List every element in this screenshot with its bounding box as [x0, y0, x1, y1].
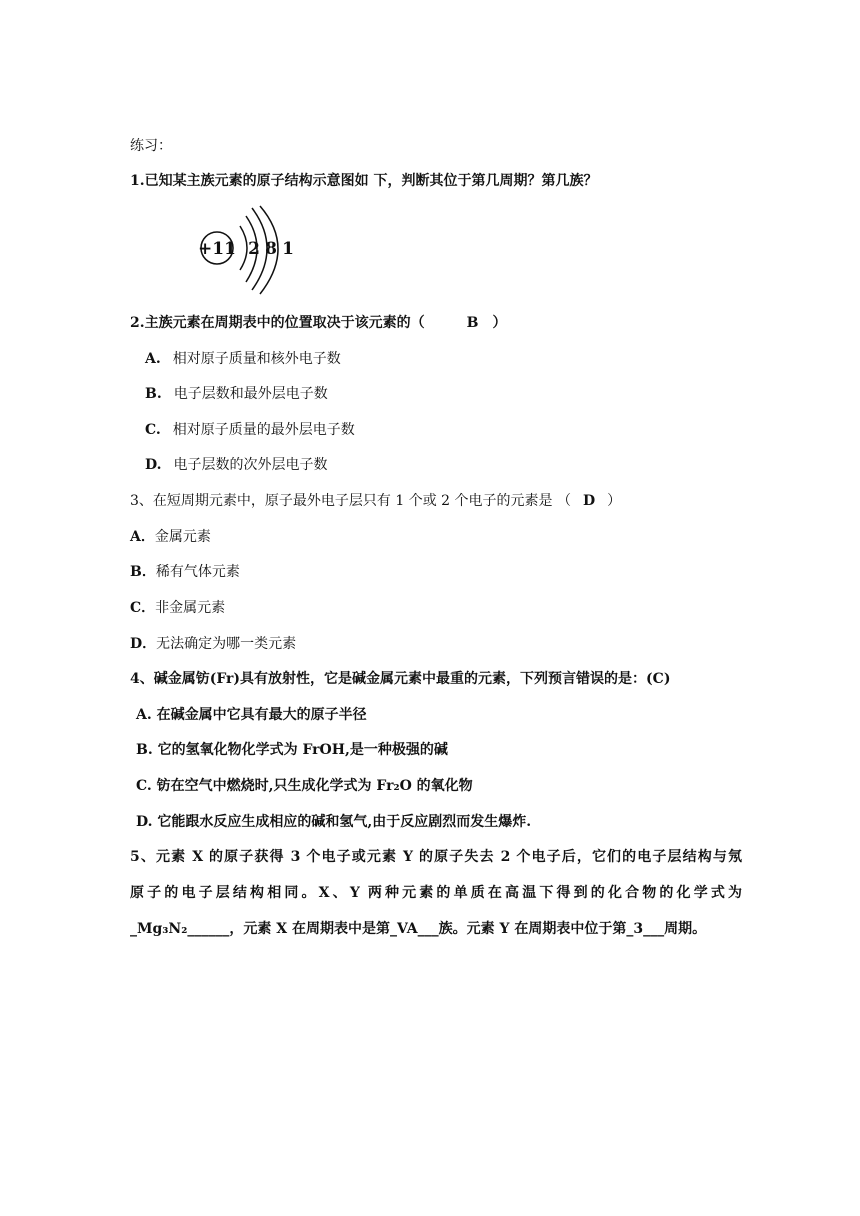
q2-option-letter: C. [145, 422, 161, 438]
q2-answer: B [466, 315, 479, 331]
q3-option-text: 稀有气体元素 [155, 564, 240, 580]
q3-option-text: 非金属元素 [155, 600, 226, 616]
q2-option-letter: D. [145, 457, 162, 473]
q2-option-a [145, 349, 341, 369]
q5-line-1: 5、元素 X 的原子获得 3 个电子或元素 Y 的原子失去 2 个电子后，它们的电子层结构与氖 [130, 849, 742, 865]
shell-electrons-3: 1 [282, 239, 294, 259]
q5-blank-formula: _Mg₃N₂______ [130, 921, 230, 937]
exercise-heading: 练习： [130, 138, 172, 154]
q4-option-letter: A. [136, 707, 152, 723]
q2-option-b [145, 384, 328, 404]
q3-option-text: 无法确定为哪一类元素 [156, 636, 297, 652]
q4-option-text: 它能跟水反应生成相应的碱和氢气,由于反应剧烈而发生爆炸. [157, 814, 532, 830]
q4-option-letter: D. [136, 814, 153, 830]
q5-line-2: 原子的电子层结构相同。X、Y 两种元素的单质在高温下得到的化合物的化学式为 [130, 885, 742, 901]
shell-electrons-2: 8 [265, 239, 277, 259]
q2-option-text: 电子层数和最外层电子数 [173, 386, 328, 402]
q4-option-d [136, 812, 531, 832]
q2-option-text: 电子层数的次外层电子数 [173, 457, 328, 473]
q2-option-letter: B. [145, 386, 162, 402]
q5-text: 族。元素 Y 在周期表中位于第 [438, 921, 627, 937]
shell-electrons-1: 2 [248, 239, 260, 259]
nucleus-charge: +11 [198, 239, 236, 259]
q4-option-text: 钫在空气中燃烧时,只生成化学式为 Fr₂O 的氧化物 [156, 778, 473, 794]
q2-option-letter: A. [145, 351, 161, 367]
q4-option-letter: B. [136, 742, 153, 758]
q5-blank-group: _VA___ [389, 921, 439, 937]
q4-option-text: 在碱金属中它具有最大的原子半径 [156, 707, 367, 723]
q3-option-a [130, 527, 211, 547]
q3-close: ） [607, 493, 622, 509]
q3-option-text: 金属元素 [154, 529, 211, 545]
q3-option-letter: B． [130, 564, 156, 580]
q2-option-c [145, 420, 355, 440]
q5-blank-period: _3___ [626, 921, 665, 937]
q3-option-letter: A． [130, 529, 155, 545]
q4-stem: 4、碱金属钫(Fr)具有放射性，它是碱金属元素中最重的元素，下列预言错误的是：(C) [130, 671, 671, 687]
q3-option-b [130, 562, 240, 582]
q4-option-letter: C. [136, 778, 152, 794]
q2-stem-text: 2.主族元素在周期表中的位置取决于该元素的（ [130, 315, 425, 331]
shell-arc-1 [240, 226, 247, 270]
q2-option-d [145, 455, 328, 475]
q3-answer: D [582, 493, 596, 509]
q2-close: ） [492, 315, 507, 331]
q5-text: ，元素 X 在周期表中是第 [229, 921, 390, 937]
q5-text: 周期。 [664, 921, 707, 937]
q2-option-text: 相对原子质量的最外层电子数 [172, 422, 355, 438]
q4-option-b [136, 740, 448, 760]
q3-option-letter: C． [130, 600, 156, 616]
atomic-structure-diagram [196, 204, 306, 296]
q3-stem-text: 3、在短周期元素中，原子最外电子层只有 1 个或 2 个电子的元素是 （ [130, 493, 571, 509]
q2-stem [130, 313, 506, 333]
q5-line-3 [130, 919, 706, 939]
q3-option-letter: D． [130, 636, 157, 652]
q1-text: 1.已知某主族元素的原子结构示意图如 下，判断其位于第几周期？第几族？ [130, 173, 598, 189]
q4-option-c [136, 776, 473, 796]
q3-option-d [130, 634, 296, 654]
q3-stem [130, 491, 621, 511]
q3-option-c [130, 598, 225, 618]
q2-option-text: 相对原子质量和核外电子数 [172, 351, 341, 367]
q4-option-a [136, 705, 367, 725]
q4-option-text: 它的氢氧化物化学式为 FrOH,是一种极强的碱 [157, 742, 448, 758]
